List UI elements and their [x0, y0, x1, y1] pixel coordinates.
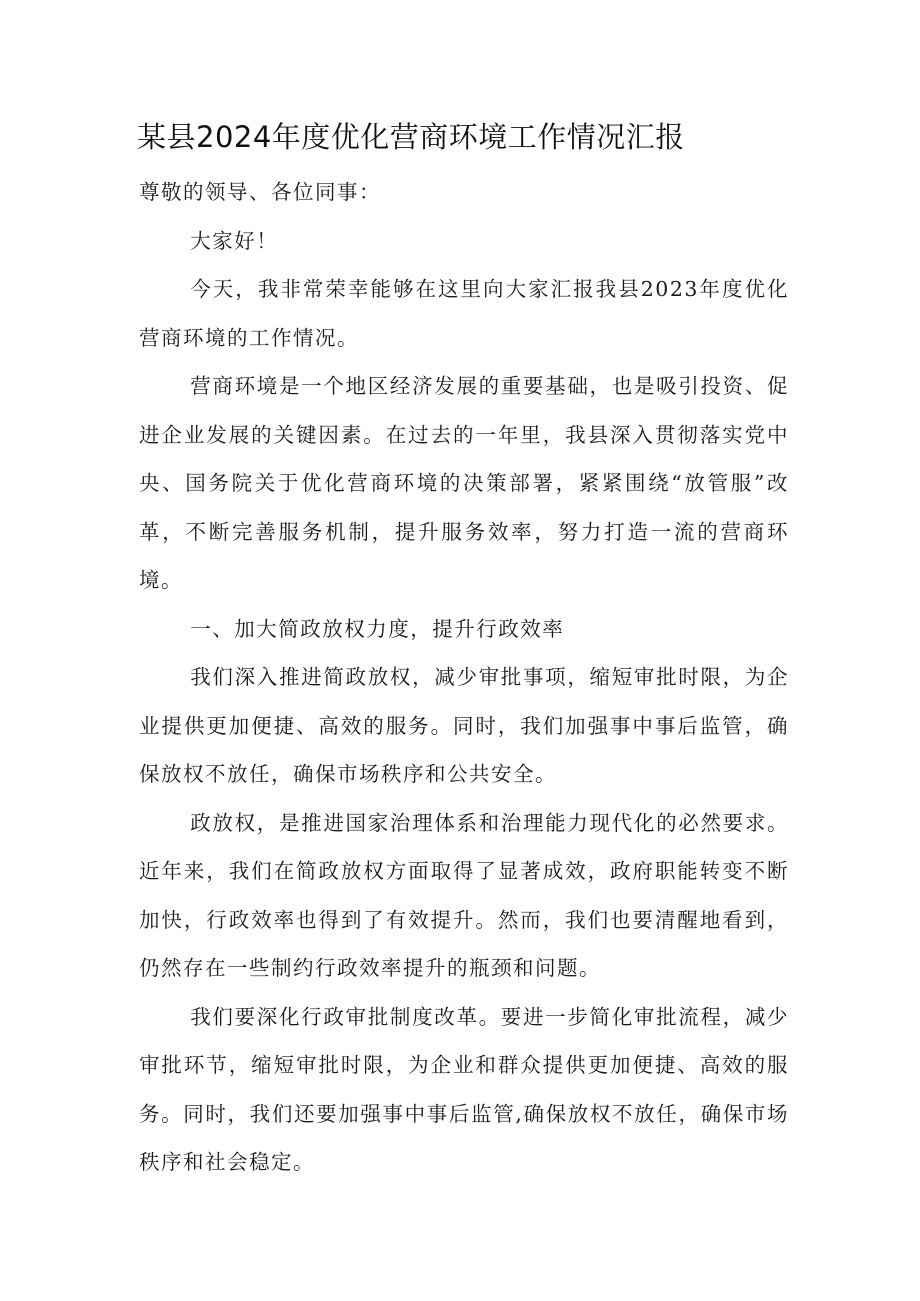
document-title: 某县2024年度优化营商环境工作情况汇报	[137, 120, 685, 154]
document-body	[139, 168, 789, 1187]
body-paragraph: 政放权，是推进国家治理体系和治理能力现代化的必然要求。近年来，我们在简政放权方面取得了显著成效，政府职能转变不断加快，行政效率也得到了有效提升。然而，我们也要清醒地看到，仍然存在一些制约行政效率提升的瓶颈和问题。	[139, 810, 789, 980]
body-paragraph: 我们要深化行政审批制度改革。要进一步简化审批流程，减少审批环节，缩短审批时限，为企业和群众提供更加便捷、高效的服务。同时，我们还要加强事中事后监管,确保放权不放任，确保市场秩序和社会稳定。	[139, 1004, 789, 1174]
background-paragraph: 营商环境是一个地区经济发展的重要基础，也是吸引投资、促进企业发展的关键因素。在过去的一年里，我县深入贯彻落实党中央、国务院关于优化营商环境的决策部署，紧紧围绕“放管服”改革，不断完善服务机制，提升服务效率，努力打造一流的营商环境。	[139, 374, 789, 592]
section-heading: 一、加大简政放权力度，提升行政效率	[190, 616, 565, 641]
body-paragraph: 我们深入推进简政放权，减少审批事项，缩短审批时限，为企业提供更加便捷、高效的服务。同时，我们加强事中事后监管，确保放权不放任，确保市场秩序和公共安全。	[139, 665, 789, 786]
salutation: 尊敬的领导、各位同事：	[139, 180, 381, 204]
greeting-paragraph: 大家好！	[190, 228, 279, 253]
intro-paragraph: 今天，我非常荣幸能够在这里向大家汇报我县2023年度优化营商环境的工作情况。	[139, 277, 789, 350]
